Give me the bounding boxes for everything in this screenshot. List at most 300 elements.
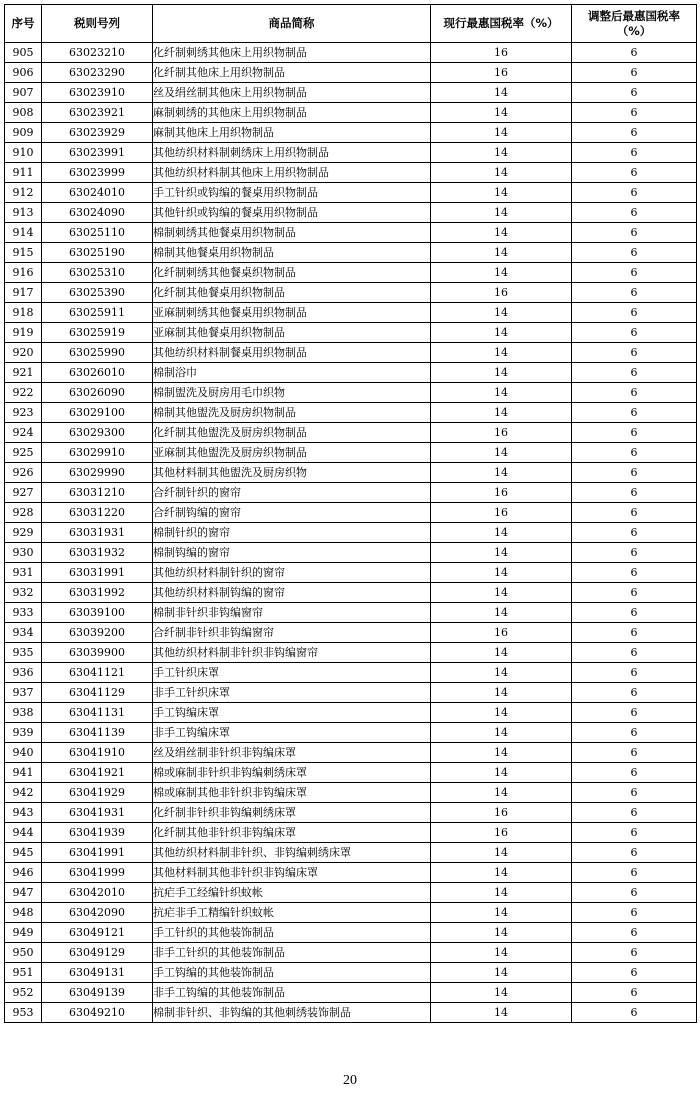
cell-seq: 950 <box>5 943 42 963</box>
cell-adjusted-rate: 6 <box>572 63 697 83</box>
cell-adjusted-rate: 6 <box>572 563 697 583</box>
cell-name: 化纤制刺绣其他餐桌织物制品 <box>153 263 431 283</box>
cell-code: 63039900 <box>42 643 153 663</box>
cell-code: 63041121 <box>42 663 153 683</box>
cell-seq: 924 <box>5 423 42 443</box>
cell-name: 亚麻制其他盥洗及厨房织物制品 <box>153 443 431 463</box>
cell-adjusted-rate: 6 <box>572 943 697 963</box>
cell-code: 63041929 <box>42 783 153 803</box>
cell-code: 63041999 <box>42 863 153 883</box>
cell-seq: 933 <box>5 603 42 623</box>
cell-seq: 920 <box>5 343 42 363</box>
cell-adjusted-rate: 6 <box>572 743 697 763</box>
cell-current-rate: 14 <box>431 563 572 583</box>
cell-seq: 943 <box>5 803 42 823</box>
cell-code: 63025919 <box>42 323 153 343</box>
cell-name: 非手工钩编床罩 <box>153 723 431 743</box>
cell-seq: 927 <box>5 483 42 503</box>
table-row <box>5 963 697 983</box>
page-number: 20 <box>343 1073 357 1088</box>
cell-code: 63025911 <box>42 303 153 323</box>
cell-adjusted-rate: 6 <box>572 683 697 703</box>
cell-code: 63031992 <box>42 583 153 603</box>
cell-adjusted-rate: 6 <box>572 263 697 283</box>
cell-adjusted-rate: 6 <box>572 283 697 303</box>
cell-adjusted-rate: 6 <box>572 823 697 843</box>
cell-name: 亚麻制刺绣其他餐桌用织物制品 <box>153 303 431 323</box>
cell-current-rate: 14 <box>431 683 572 703</box>
header-current-rate: 现行最惠国税率（%） <box>431 5 572 43</box>
cell-code: 63031210 <box>42 483 153 503</box>
cell-current-rate: 14 <box>431 843 572 863</box>
cell-name: 非手工钩编的其他装饰制品 <box>153 983 431 1003</box>
cell-current-rate: 16 <box>431 63 572 83</box>
cell-name: 其他材料制其他非针织非钩编床罩 <box>153 863 431 883</box>
table-row <box>5 903 697 923</box>
table-row <box>5 103 697 123</box>
cell-current-rate: 14 <box>431 223 572 243</box>
cell-seq: 935 <box>5 643 42 663</box>
table-row <box>5 283 697 303</box>
cell-current-rate: 14 <box>431 203 572 223</box>
cell-name: 棉制浴巾 <box>153 363 431 383</box>
cell-current-rate: 14 <box>431 103 572 123</box>
cell-name: 手工针织或钩编的餐桌用织物制品 <box>153 183 431 203</box>
cell-seq: 930 <box>5 543 42 563</box>
table-row <box>5 163 697 183</box>
cell-adjusted-rate: 6 <box>572 503 697 523</box>
cell-current-rate: 14 <box>431 783 572 803</box>
table-row <box>5 543 697 563</box>
cell-adjusted-rate: 6 <box>572 803 697 823</box>
cell-current-rate: 14 <box>431 143 572 163</box>
cell-seq: 928 <box>5 503 42 523</box>
table-row <box>5 423 697 443</box>
cell-code: 63041139 <box>42 723 153 743</box>
cell-current-rate: 14 <box>431 83 572 103</box>
cell-name: 其他纺织材料制其他床上用织物制品 <box>153 163 431 183</box>
cell-name: 非手工针织床罩 <box>153 683 431 703</box>
cell-adjusted-rate: 6 <box>572 763 697 783</box>
cell-current-rate: 14 <box>431 583 572 603</box>
table-row <box>5 143 697 163</box>
cell-seq: 909 <box>5 123 42 143</box>
cell-current-rate: 14 <box>431 463 572 483</box>
cell-code: 63024090 <box>42 203 153 223</box>
cell-current-rate: 14 <box>431 163 572 183</box>
table-row <box>5 823 697 843</box>
cell-code: 63049210 <box>42 1003 153 1023</box>
cell-current-rate: 16 <box>431 503 572 523</box>
cell-name: 丝及绢丝制非针织非钩编床罩 <box>153 743 431 763</box>
cell-name: 其他纺织材料制针织的窗帘 <box>153 563 431 583</box>
cell-current-rate: 16 <box>431 283 572 303</box>
cell-current-rate: 14 <box>431 743 572 763</box>
cell-name: 手工针织床罩 <box>153 663 431 683</box>
cell-adjusted-rate: 6 <box>572 963 697 983</box>
cell-seq: 937 <box>5 683 42 703</box>
cell-seq: 952 <box>5 983 42 1003</box>
cell-current-rate: 16 <box>431 623 572 643</box>
cell-name: 手工钩编床罩 <box>153 703 431 723</box>
cell-code: 63041910 <box>42 743 153 763</box>
cell-adjusted-rate: 6 <box>572 903 697 923</box>
cell-seq: 916 <box>5 263 42 283</box>
cell-current-rate: 16 <box>431 423 572 443</box>
table-row <box>5 323 697 343</box>
cell-code: 63041131 <box>42 703 153 723</box>
cell-current-rate: 14 <box>431 883 572 903</box>
cell-code: 63049121 <box>42 923 153 943</box>
cell-current-rate: 14 <box>431 943 572 963</box>
cell-name: 其他针织或钩编的餐桌用织物制品 <box>153 203 431 223</box>
cell-name: 手工针织的其他装饰制品 <box>153 923 431 943</box>
cell-code: 63023290 <box>42 63 153 83</box>
cell-adjusted-rate: 6 <box>572 183 697 203</box>
table-row <box>5 763 697 783</box>
cell-adjusted-rate: 6 <box>572 383 697 403</box>
cell-adjusted-rate: 6 <box>572 243 697 263</box>
cell-code: 63025990 <box>42 343 153 363</box>
cell-adjusted-rate: 6 <box>572 543 697 563</box>
cell-adjusted-rate: 6 <box>572 463 697 483</box>
cell-seq: 942 <box>5 783 42 803</box>
table-row <box>5 723 697 743</box>
cell-current-rate: 14 <box>431 123 572 143</box>
cell-code: 63041921 <box>42 763 153 783</box>
cell-current-rate: 14 <box>431 323 572 343</box>
cell-adjusted-rate: 6 <box>572 703 697 723</box>
cell-code: 63031932 <box>42 543 153 563</box>
cell-name: 棉制非针织非钩编窗帘 <box>153 603 431 623</box>
cell-adjusted-rate: 6 <box>572 103 697 123</box>
cell-code: 63031220 <box>42 503 153 523</box>
cell-name: 棉或麻制非针织非钩编刺绣床罩 <box>153 763 431 783</box>
cell-name: 化纤制刺绣其他床上用织物制品 <box>153 43 431 63</box>
cell-current-rate: 14 <box>431 263 572 283</box>
cell-name: 棉制其他餐桌用织物制品 <box>153 243 431 263</box>
cell-adjusted-rate: 6 <box>572 863 697 883</box>
cell-name: 其他纺织材料制刺绣床上用织物制品 <box>153 143 431 163</box>
cell-seq: 938 <box>5 703 42 723</box>
table-row <box>5 1003 697 1023</box>
cell-adjusted-rate: 6 <box>572 363 697 383</box>
cell-adjusted-rate: 6 <box>572 983 697 1003</box>
cell-adjusted-rate: 6 <box>572 843 697 863</box>
cell-current-rate: 14 <box>431 543 572 563</box>
cell-adjusted-rate: 6 <box>572 623 697 643</box>
cell-name: 棉或麻制其他非针织非钩编床罩 <box>153 783 431 803</box>
cell-adjusted-rate: 6 <box>572 443 697 463</box>
cell-seq: 939 <box>5 723 42 743</box>
table-row <box>5 743 697 763</box>
table-row <box>5 623 697 643</box>
cell-name: 手工钩编的其他装饰制品 <box>153 963 431 983</box>
cell-adjusted-rate: 6 <box>572 483 697 503</box>
cell-seq: 912 <box>5 183 42 203</box>
cell-seq: 918 <box>5 303 42 323</box>
cell-adjusted-rate: 6 <box>572 923 697 943</box>
cell-seq: 931 <box>5 563 42 583</box>
header-adjusted-rate <box>572 5 697 43</box>
cell-adjusted-rate: 6 <box>572 303 697 323</box>
cell-name: 合纤制非针织非钩编窗帘 <box>153 623 431 643</box>
table-row <box>5 683 697 703</box>
cell-current-rate: 14 <box>431 723 572 743</box>
cell-seq: 934 <box>5 623 42 643</box>
cell-adjusted-rate: 6 <box>572 223 697 243</box>
table-row <box>5 643 697 663</box>
cell-code: 63026090 <box>42 383 153 403</box>
table-row <box>5 583 697 603</box>
table-row <box>5 183 697 203</box>
table-row <box>5 443 697 463</box>
cell-adjusted-rate: 6 <box>572 143 697 163</box>
table-row <box>5 923 697 943</box>
cell-code: 63029990 <box>42 463 153 483</box>
cell-current-rate: 16 <box>431 483 572 503</box>
table-row <box>5 523 697 543</box>
cell-code: 63023991 <box>42 143 153 163</box>
cell-current-rate: 14 <box>431 923 572 943</box>
cell-current-rate: 14 <box>431 603 572 623</box>
table-row <box>5 243 697 263</box>
cell-name: 其他纺织材料制餐桌用织物制品 <box>153 343 431 363</box>
cell-seq: 944 <box>5 823 42 843</box>
cell-seq: 953 <box>5 1003 42 1023</box>
table-row <box>5 363 697 383</box>
cell-seq: 917 <box>5 283 42 303</box>
cell-adjusted-rate: 6 <box>572 403 697 423</box>
table-row <box>5 343 697 363</box>
cell-seq: 913 <box>5 203 42 223</box>
cell-name: 丝及绢丝制其他床上用织物制品 <box>153 83 431 103</box>
cell-seq: 910 <box>5 143 42 163</box>
cell-current-rate: 14 <box>431 523 572 543</box>
table-row <box>5 403 697 423</box>
table-row <box>5 383 697 403</box>
cell-code: 63042010 <box>42 883 153 903</box>
cell-code: 63023999 <box>42 163 153 183</box>
cell-current-rate: 14 <box>431 963 572 983</box>
table-row <box>5 123 697 143</box>
cell-adjusted-rate: 6 <box>572 783 697 803</box>
header-seq: 序号 <box>5 5 42 43</box>
cell-code: 63049139 <box>42 983 153 1003</box>
table-row <box>5 943 697 963</box>
cell-name: 其他材料制其他盥洗及厨房织物 <box>153 463 431 483</box>
cell-seq: 907 <box>5 83 42 103</box>
cell-name: 麻制刺绣的其他床上用织物制品 <box>153 103 431 123</box>
cell-current-rate: 14 <box>431 403 572 423</box>
cell-seq: 915 <box>5 243 42 263</box>
cell-current-rate: 14 <box>431 903 572 923</box>
table-row <box>5 263 697 283</box>
cell-name: 化纤制其他盥洗及厨房织物制品 <box>153 423 431 443</box>
cell-code: 63042090 <box>42 903 153 923</box>
cell-seq: 948 <box>5 903 42 923</box>
cell-seq: 926 <box>5 463 42 483</box>
cell-name: 其他纺织材料制非针织非钩编窗帘 <box>153 643 431 663</box>
cell-current-rate: 14 <box>431 703 572 723</box>
table-header-row <box>5 5 697 43</box>
cell-name: 合纤制针织的窗帘 <box>153 483 431 503</box>
cell-adjusted-rate: 6 <box>572 883 697 903</box>
cell-seq: 932 <box>5 583 42 603</box>
cell-current-rate: 14 <box>431 363 572 383</box>
cell-code: 63025110 <box>42 223 153 243</box>
cell-name: 棉制刺绣其他餐桌用织物制品 <box>153 223 431 243</box>
cell-name: 化纤制非针织非钩编刺绣床罩 <box>153 803 431 823</box>
cell-name: 化纤制其他餐桌用织物制品 <box>153 283 431 303</box>
cell-code: 63029910 <box>42 443 153 463</box>
table-row <box>5 843 697 863</box>
cell-name: 棉制盥洗及厨房用毛巾织物 <box>153 383 431 403</box>
cell-code: 63023910 <box>42 83 153 103</box>
cell-current-rate: 16 <box>431 43 572 63</box>
cell-adjusted-rate: 6 <box>572 423 697 443</box>
cell-seq: 908 <box>5 103 42 123</box>
cell-name: 抗疟非手工精编针织蚊帐 <box>153 903 431 923</box>
cell-name: 棉制非针织、非钩编的其他刺绣装饰制品 <box>153 1003 431 1023</box>
cell-name: 合纤制钩编的窗帘 <box>153 503 431 523</box>
cell-adjusted-rate: 6 <box>572 163 697 183</box>
cell-adjusted-rate: 6 <box>572 343 697 363</box>
cell-code: 63049129 <box>42 943 153 963</box>
cell-code: 63041939 <box>42 823 153 843</box>
cell-seq: 925 <box>5 443 42 463</box>
cell-adjusted-rate: 6 <box>572 123 697 143</box>
cell-seq: 946 <box>5 863 42 883</box>
cell-code: 63023921 <box>42 103 153 123</box>
cell-code: 63025310 <box>42 263 153 283</box>
cell-adjusted-rate: 6 <box>572 323 697 343</box>
cell-current-rate: 14 <box>431 303 572 323</box>
cell-current-rate: 14 <box>431 183 572 203</box>
cell-name: 其他纺织材料制钩编的窗帘 <box>153 583 431 603</box>
cell-current-rate: 14 <box>431 983 572 1003</box>
header-name: 商品简称 <box>153 5 431 43</box>
cell-seq: 951 <box>5 963 42 983</box>
table-row <box>5 83 697 103</box>
cell-name: 化纤制其他床上用织物制品 <box>153 63 431 83</box>
cell-current-rate: 16 <box>431 803 572 823</box>
cell-adjusted-rate: 6 <box>572 603 697 623</box>
header-adjusted-rate-line1: 调整后最惠国税率 <box>588 8 680 23</box>
cell-seq: 949 <box>5 923 42 943</box>
cell-name: 棉制钩编的窗帘 <box>153 543 431 563</box>
cell-code: 63041129 <box>42 683 153 703</box>
cell-current-rate: 14 <box>431 243 572 263</box>
cell-adjusted-rate: 6 <box>572 523 697 543</box>
cell-name: 棉制其他盥洗及厨房织物制品 <box>153 403 431 423</box>
table-row <box>5 463 697 483</box>
cell-seq: 941 <box>5 763 42 783</box>
cell-name: 非手工针织的其他装饰制品 <box>153 943 431 963</box>
cell-current-rate: 14 <box>431 443 572 463</box>
cell-name: 亚麻制其他餐桌用织物制品 <box>153 323 431 343</box>
cell-adjusted-rate: 6 <box>572 1003 697 1023</box>
cell-seq: 922 <box>5 383 42 403</box>
cell-seq: 923 <box>5 403 42 423</box>
cell-seq: 911 <box>5 163 42 183</box>
cell-name: 麻制其他床上用织物制品 <box>153 123 431 143</box>
table-row <box>5 503 697 523</box>
cell-seq: 947 <box>5 883 42 903</box>
cell-code: 63049131 <box>42 963 153 983</box>
table-row <box>5 603 697 623</box>
cell-seq: 945 <box>5 843 42 863</box>
cell-adjusted-rate: 6 <box>572 643 697 663</box>
table-row <box>5 883 697 903</box>
cell-code: 63029300 <box>42 423 153 443</box>
cell-code: 63031991 <box>42 563 153 583</box>
cell-code: 63041991 <box>42 843 153 863</box>
cell-code: 63041931 <box>42 803 153 823</box>
cell-seq: 929 <box>5 523 42 543</box>
cell-code: 63025190 <box>42 243 153 263</box>
cell-current-rate: 16 <box>431 823 572 843</box>
table-row <box>5 863 697 883</box>
cell-adjusted-rate: 6 <box>572 83 697 103</box>
cell-code: 63039100 <box>42 603 153 623</box>
tariff-table <box>4 4 697 1023</box>
cell-seq: 936 <box>5 663 42 683</box>
cell-name: 抗疟手工经编针织蚊帐 <box>153 883 431 903</box>
table-row <box>5 563 697 583</box>
cell-current-rate: 14 <box>431 1003 572 1023</box>
cell-current-rate: 14 <box>431 343 572 363</box>
cell-seq: 906 <box>5 63 42 83</box>
cell-current-rate: 14 <box>431 383 572 403</box>
cell-seq: 940 <box>5 743 42 763</box>
table-body <box>5 43 697 1023</box>
cell-adjusted-rate: 6 <box>572 663 697 683</box>
cell-adjusted-rate: 6 <box>572 583 697 603</box>
table-row <box>5 303 697 323</box>
table-row <box>5 223 697 243</box>
cell-code: 63023929 <box>42 123 153 143</box>
table-row <box>5 803 697 823</box>
cell-current-rate: 14 <box>431 763 572 783</box>
header-adjusted-rate-line2: （%） <box>616 23 652 38</box>
cell-seq: 914 <box>5 223 42 243</box>
table-row <box>5 983 697 1003</box>
cell-adjusted-rate: 6 <box>572 723 697 743</box>
cell-name: 化纤制其他非针织非钩编床罩 <box>153 823 431 843</box>
cell-code: 63029100 <box>42 403 153 423</box>
cell-adjusted-rate: 6 <box>572 43 697 63</box>
table-row <box>5 63 697 83</box>
cell-code: 63023210 <box>42 43 153 63</box>
cell-current-rate: 14 <box>431 863 572 883</box>
cell-code: 63031931 <box>42 523 153 543</box>
table-row <box>5 703 697 723</box>
cell-seq: 919 <box>5 323 42 343</box>
cell-current-rate: 14 <box>431 643 572 663</box>
cell-name: 棉制针织的窗帘 <box>153 523 431 543</box>
cell-code: 63026010 <box>42 363 153 383</box>
cell-name: 其他纺织材料制非针织、非钩编刺绣床罩 <box>153 843 431 863</box>
cell-seq: 921 <box>5 363 42 383</box>
header-code: 税则号列 <box>42 5 153 43</box>
cell-code: 63039200 <box>42 623 153 643</box>
cell-seq: 905 <box>5 43 42 63</box>
cell-adjusted-rate: 6 <box>572 203 697 223</box>
table-row <box>5 483 697 503</box>
cell-code: 63024010 <box>42 183 153 203</box>
cell-code: 63025390 <box>42 283 153 303</box>
